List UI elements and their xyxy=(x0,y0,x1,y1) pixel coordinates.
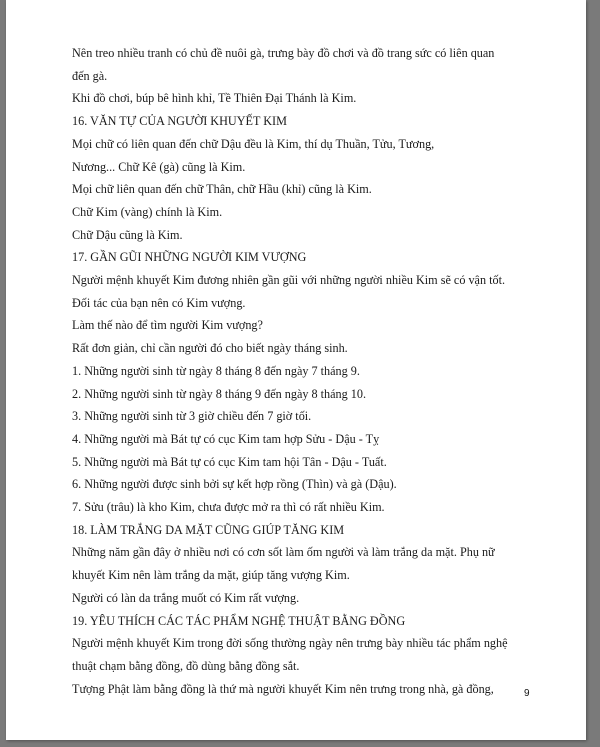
page-number: 9 xyxy=(524,688,530,699)
text-line: khuyết Kim nên làm trắng da mặt, giúp tăng vượng Kim. xyxy=(72,568,350,583)
text-line: Rất đơn giản, chỉ cần người đó cho biết ngày tháng sinh. xyxy=(72,341,348,356)
document-page xyxy=(6,0,586,740)
text-line: Khi đồ chơi, búp bê hình khỉ, Tề Thiên Đại Thánh là Kim. xyxy=(72,91,357,106)
text-line: Những năm gần đây ở nhiều nơi có cơn sốt làm ốm người và làm trắng da mặt. Phụ nữ xyxy=(72,545,495,560)
text-line: đến gà. xyxy=(72,68,108,83)
text-line: Chữ Kim (vàng) chính là Kim. xyxy=(72,204,223,219)
text-line: Người mệnh khuyết Kim đương nhiên gần gũi với những người nhiều Kim sẽ có vận tốt. xyxy=(72,273,506,288)
text-line: Đối tác của bạn nên có Kim vượng. xyxy=(72,295,246,310)
text-line: Mọi chữ có liên quan đến chữ Dậu đều là Kim, thí dụ Thuần, Tửu, Tương, xyxy=(72,136,435,151)
list-item: 4. Những người mà Bát tự có cục Kim tam hợp Sửu - Dậu - Tỵ xyxy=(72,431,380,446)
text-line: Tượng Phật làm bằng đồng là thứ mà người khuyết Kim nên trưng trong nhà, gà đồng, xyxy=(72,681,494,696)
text-line: Làm thế nào để tìm người Kim vượng? xyxy=(72,318,263,333)
text-line: Nương... Chữ Kê (gà) cũng là Kim. xyxy=(72,159,246,174)
list-item: 1. Những người sinh từ ngày 8 tháng 8 đến ngày 7 tháng 9. xyxy=(72,363,360,378)
body-text xyxy=(72,42,552,700)
text-line: Mọi chữ liên quan đến chữ Thân, chữ Hầu (khỉ) cũng là Kim. xyxy=(72,182,372,197)
list-item: 7. Sửu (trâu) là kho Kim, chưa được mở ra thì có rất nhiều Kim. xyxy=(72,500,385,515)
text-line: Nên treo nhiều tranh có chủ đề nuôi gà, trưng bày đồ chơi và đồ trang sức có liên quan xyxy=(72,46,495,60)
list-item: 6. Những người được sinh bởi sự kết hợp rồng (Thìn) và gà (Dậu). xyxy=(72,477,397,492)
list-item: 3. Những người sinh từ 3 giờ chiều đến 7 giờ tối. xyxy=(72,409,312,424)
text-line: Chữ Dậu cũng là Kim. xyxy=(72,227,183,242)
section-heading: 16. VĂN TỰ CỦA NGƯỜI KHUYẾT KIM xyxy=(72,114,287,129)
text-line: Người có làn da trắng muốt có Kim rất vượng. xyxy=(72,590,300,605)
section-heading: 19. YÊU THÍCH CÁC TÁC PHẨM NGHỆ THUẬT BẰNG ĐỒNG xyxy=(72,613,406,628)
list-item: 5. Những người mà Bát tự có cục Kim tam hội Tân - Dậu - Tuất. xyxy=(72,454,387,469)
section-heading: 17. GẦN GŨI NHỮNG NGƯỜI KIM VƯỢNG xyxy=(72,250,307,265)
list-item: 2. Những người sinh từ ngày 8 tháng 9 đến ngày 8 tháng 10. xyxy=(72,386,367,401)
section-heading: 18. LÀM TRẮNG DA MẶT CŨNG GIÚP TĂNG KIM xyxy=(72,522,345,537)
text-line: Người mệnh khuyết Kim trong đời sống thường ngày nên trưng bày nhiều tác phẩm nghệ xyxy=(72,636,508,651)
text-line: thuật chạm bằng đồng, đồ dùng bằng đồng sắt. xyxy=(72,658,300,673)
